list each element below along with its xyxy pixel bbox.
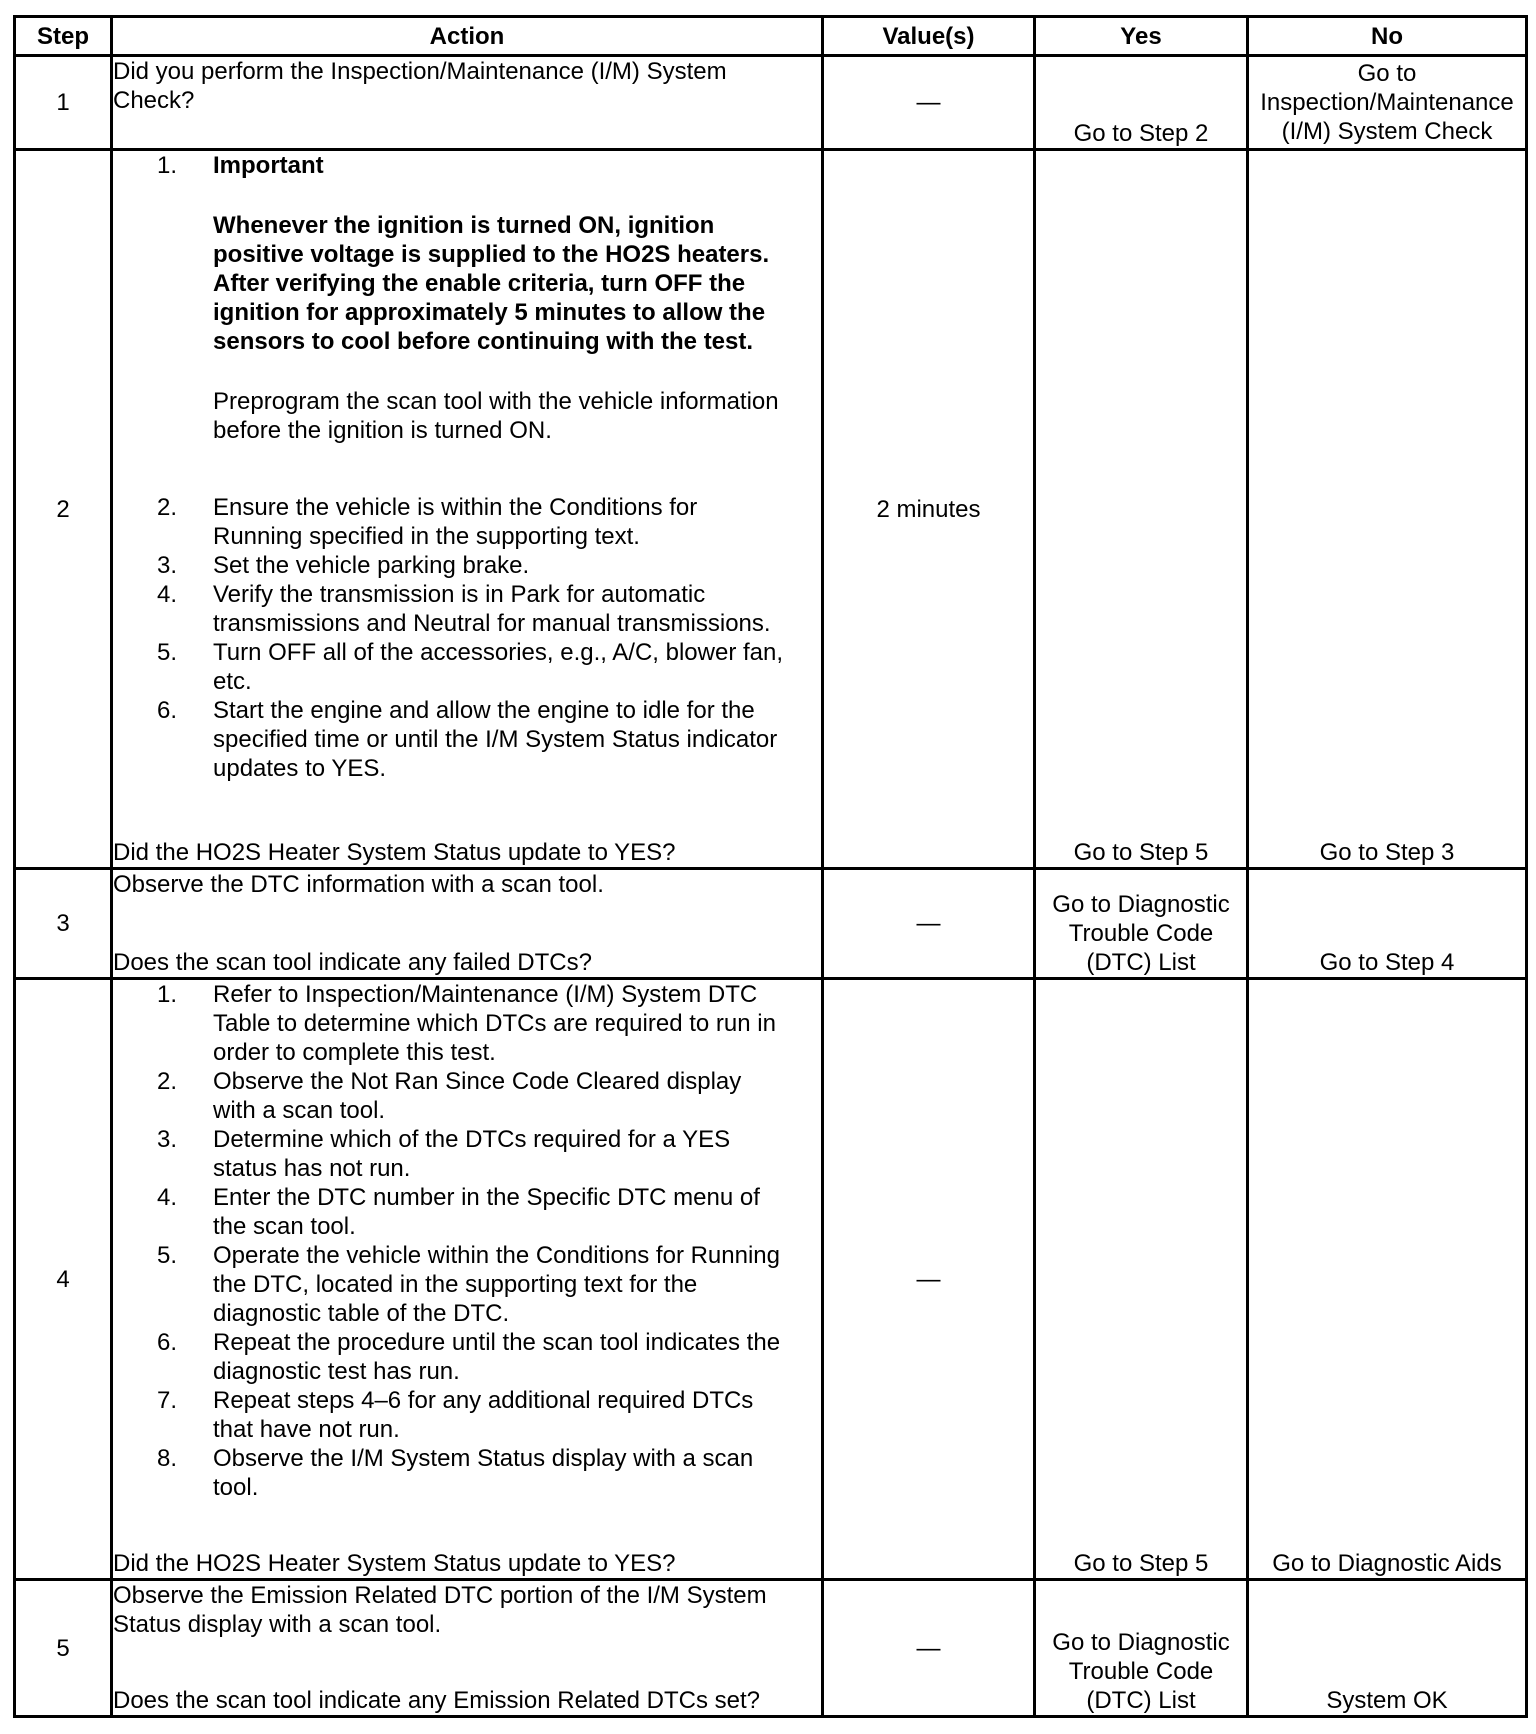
list-item-text: Verify the transmission is in Park for automatic bbox=[213, 581, 706, 609]
table-row-step-1 bbox=[15, 56, 1527, 150]
table-row-step-4 bbox=[15, 978, 1527, 1580]
no-cell: Go to Step 3 bbox=[1248, 150, 1527, 869]
step-number: 1 bbox=[15, 56, 112, 150]
step-number: 4 bbox=[15, 978, 112, 1580]
list-item-text: Table to determine which DTCs are required to run in bbox=[213, 1009, 776, 1037]
list-item-text: specified time or until the I/M System Status indicator bbox=[213, 726, 778, 754]
action-text: Observe the Emission Related DTC portion of the I/M System bbox=[113, 1582, 767, 1610]
list-item-text: diagnostic test has run. bbox=[213, 1357, 460, 1385]
preprogram-note: Preprogram the scan tool with the vehicle information bbox=[213, 388, 779, 416]
action-text: Check? bbox=[113, 87, 195, 114]
list-item-number: 1. bbox=[157, 152, 178, 180]
list-item bbox=[113, 551, 821, 580]
list-item-text: status has not run. bbox=[213, 1154, 411, 1182]
list-item-number: 5. bbox=[157, 639, 178, 667]
important-note: sensors to cool before continuing with the test. bbox=[213, 328, 754, 356]
list-item-number: 7. bbox=[157, 1386, 178, 1414]
list-item-text: Running specified in the supporting text. bbox=[213, 523, 640, 551]
value-cell: — bbox=[823, 978, 1035, 1580]
header-step: Step bbox=[15, 17, 112, 56]
list-item-text: the DTC, located in the supporting text for the bbox=[213, 1270, 698, 1298]
no-cell: Go to Step 4 bbox=[1248, 869, 1527, 978]
list-item-number: 2. bbox=[157, 1067, 178, 1095]
list-item-text: order to complete this test. bbox=[213, 1038, 496, 1066]
list-item bbox=[113, 1067, 821, 1125]
list-item-text: transmissions and Neutral for manual transmissions. bbox=[213, 610, 771, 638]
list-item-number: 1. bbox=[157, 980, 178, 1008]
preprogram-note: before the ignition is turned ON. bbox=[213, 417, 552, 445]
action-text: Did you perform the Inspection/Maintenance (I/M) System bbox=[113, 58, 727, 85]
list-item-text: Operate the vehicle within the Conditions for Running bbox=[213, 1241, 780, 1269]
list-item bbox=[113, 151, 821, 493]
header-action: Action bbox=[112, 17, 823, 56]
yes-cell bbox=[1035, 1580, 1248, 1717]
action-steps-list bbox=[113, 151, 821, 783]
action-question: Does the scan tool indicate any Emission Related DTCs set? bbox=[113, 1687, 760, 1714]
list-item-text: the scan tool. bbox=[213, 1212, 356, 1240]
list-item-text: Repeat steps 4–6 for any additional required DTCs bbox=[213, 1386, 754, 1414]
no-text: (I/M) System Check bbox=[1281, 118, 1493, 145]
list-item-number: 3. bbox=[157, 552, 178, 580]
action-text: Status display with a scan tool. bbox=[113, 1611, 442, 1639]
list-item bbox=[113, 1386, 821, 1444]
diagnostic-table-page bbox=[13, 15, 1525, 1718]
table-row-step-3 bbox=[15, 869, 1527, 978]
list-item-number: 4. bbox=[157, 1183, 178, 1211]
list-item-text: updates to YES. bbox=[213, 755, 387, 783]
list-item-number: 5. bbox=[157, 1241, 178, 1269]
list-item-text: Ensure the vehicle is within the Conditions for bbox=[213, 494, 698, 522]
important-label: Important bbox=[213, 152, 324, 180]
list-item-text: tool. bbox=[213, 1473, 259, 1501]
list-item-text: Determine which of the DTCs required for a YES bbox=[213, 1125, 731, 1153]
important-note: positive voltage is supplied to the HO2S heaters. bbox=[213, 241, 770, 269]
yes-text: Go to Diagnostic bbox=[1052, 1629, 1230, 1656]
step-number: 5 bbox=[15, 1580, 112, 1717]
list-item-text: Repeat the procedure until the scan tool indicates the bbox=[213, 1328, 781, 1356]
no-cell: System OK bbox=[1248, 1580, 1527, 1717]
header-no: No bbox=[1248, 17, 1527, 56]
action-question: Did the HO2S Heater System Status update to YES? bbox=[113, 839, 676, 867]
value-cell: — bbox=[823, 869, 1035, 978]
action-cell bbox=[112, 869, 823, 978]
action-question: Does the scan tool indicate any failed DTCs? bbox=[113, 948, 592, 976]
important-note: ignition for approximately 5 minutes to allow the bbox=[213, 299, 766, 327]
important-note: Whenever the ignition is turned ON, ignition bbox=[213, 212, 715, 240]
list-item-text: Turn OFF all of the accessories, e.g., A/C, blower fan, bbox=[213, 639, 784, 667]
yes-cell bbox=[1035, 869, 1248, 978]
list-item-text: Start the engine and allow the engine to idle for the bbox=[213, 697, 755, 725]
list-item bbox=[113, 493, 821, 551]
table-row-step-5 bbox=[15, 1580, 1527, 1717]
list-item-number: 6. bbox=[157, 697, 178, 725]
action-steps-list bbox=[113, 980, 821, 1502]
list-item-number: 8. bbox=[157, 1444, 178, 1472]
diagnostic-table bbox=[13, 15, 1528, 1718]
yes-text: (DTC) List bbox=[1086, 1687, 1196, 1714]
no-cell bbox=[1248, 56, 1527, 150]
yes-text: Go to Diagnostic bbox=[1052, 890, 1230, 918]
list-item-text: Refer to Inspection/Maintenance (I/M) System DTC bbox=[213, 980, 758, 1008]
action-question: Did the HO2S Heater System Status update to YES? bbox=[113, 1550, 676, 1578]
value-cell: — bbox=[823, 56, 1035, 150]
list-item bbox=[113, 696, 821, 783]
step-number: 3 bbox=[15, 869, 112, 978]
list-item-text: Observe the I/M System Status display with a scan bbox=[213, 1444, 754, 1472]
no-text: Inspection/Maintenance bbox=[1260, 89, 1514, 116]
no-cell: Go to Diagnostic Aids bbox=[1248, 978, 1527, 1580]
list-item-number: 3. bbox=[157, 1125, 178, 1153]
header-values: Value(s) bbox=[823, 17, 1035, 56]
list-item-text: that have not run. bbox=[213, 1415, 400, 1443]
header-yes: Yes bbox=[1035, 17, 1248, 56]
list-item-text: diagnostic table of the DTC. bbox=[213, 1299, 510, 1327]
list-item bbox=[113, 1328, 821, 1386]
list-item-number: 4. bbox=[157, 581, 178, 609]
list-item-text: Observe the Not Ran Since Code Cleared display bbox=[213, 1067, 742, 1095]
action-cell bbox=[112, 1580, 823, 1717]
important-note: After verifying the enable criteria, turn OFF the bbox=[213, 270, 746, 298]
list-item bbox=[113, 1183, 821, 1241]
table-row-step-2 bbox=[15, 150, 1527, 869]
list-item bbox=[113, 1125, 821, 1183]
list-item-text: etc. bbox=[213, 668, 252, 696]
list-item-number: 6. bbox=[157, 1328, 178, 1356]
yes-cell: Go to Step 5 bbox=[1035, 978, 1248, 1580]
yes-text: Trouble Code bbox=[1068, 919, 1214, 947]
list-item bbox=[113, 980, 821, 1067]
step-number: 2 bbox=[15, 150, 112, 869]
action-cell bbox=[112, 56, 823, 150]
list-item-number: 2. bbox=[157, 494, 178, 522]
list-item bbox=[113, 1241, 821, 1328]
list-item-text: Set the vehicle parking brake. bbox=[213, 552, 530, 580]
list-item bbox=[113, 580, 821, 638]
action-text: Observe the DTC information with a scan tool. bbox=[113, 871, 604, 899]
yes-text: Trouble Code bbox=[1068, 1658, 1214, 1685]
list-item bbox=[113, 1444, 821, 1502]
yes-cell: Go to Step 2 bbox=[1035, 56, 1248, 150]
value-cell: 2 minutes bbox=[823, 150, 1035, 869]
action-cell bbox=[112, 978, 823, 1580]
table-header bbox=[15, 17, 1527, 56]
yes-text: (DTC) List bbox=[1086, 948, 1196, 976]
list-item-text: with a scan tool. bbox=[213, 1096, 386, 1124]
list-item bbox=[113, 638, 821, 696]
header-row bbox=[15, 17, 1527, 56]
action-cell bbox=[112, 150, 823, 869]
list-item-text: Enter the DTC number in the Specific DTC menu of bbox=[213, 1183, 760, 1211]
yes-cell: Go to Step 5 bbox=[1035, 150, 1248, 869]
no-text: Go to bbox=[1357, 60, 1417, 87]
value-cell: — bbox=[823, 1580, 1035, 1717]
